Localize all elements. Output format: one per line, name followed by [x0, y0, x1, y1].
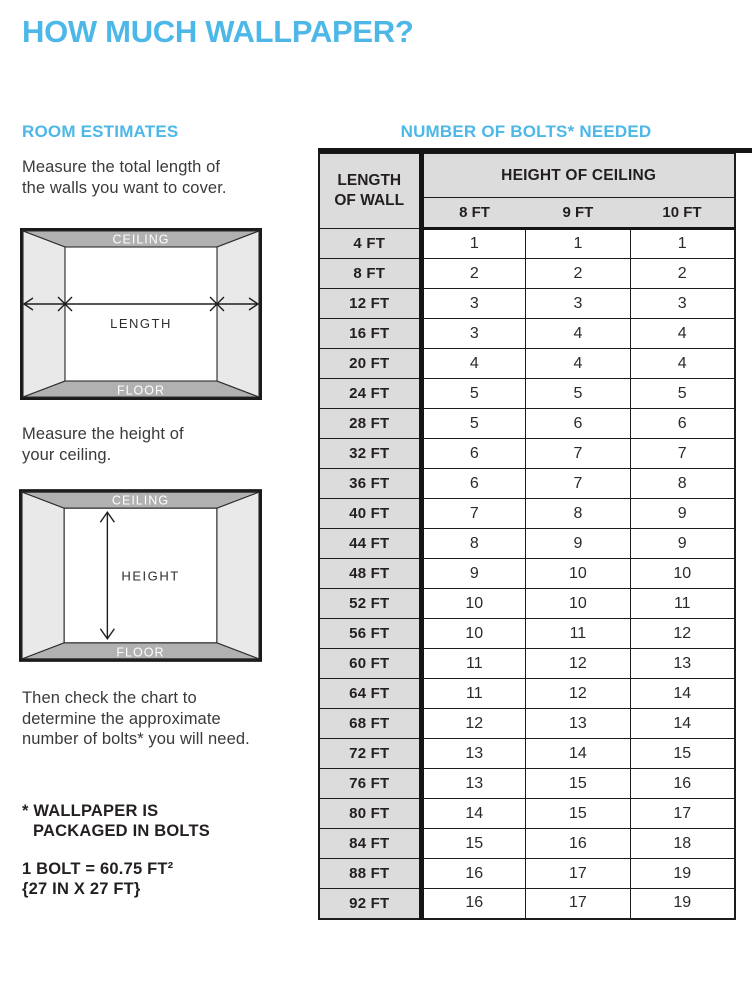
wall-length-cell: 36 FT — [319, 469, 421, 499]
bolts-9ft-cell: 11 — [526, 619, 631, 649]
page-title: HOW MUCH WALLPAPER? — [22, 14, 414, 49]
bolts-9ft-cell: 6 — [526, 409, 631, 439]
bolts-10ft-cell: 16 — [630, 769, 735, 799]
bolts-9ft-cell: 7 — [526, 469, 631, 499]
back-wall — [65, 247, 217, 381]
table-row — [319, 709, 735, 739]
table-row — [319, 559, 735, 589]
bolts-10ft-cell: 6 — [630, 409, 735, 439]
bolts-9ft-cell: 3 — [526, 289, 631, 319]
bolts-10ft-cell: 7 — [630, 439, 735, 469]
bolts-9ft-cell: 5 — [526, 379, 631, 409]
bolts-8ft-cell: 8 — [421, 529, 526, 559]
wall-length-cell: 64 FT — [319, 679, 421, 709]
left-wall — [22, 492, 64, 659]
table-row — [319, 469, 735, 499]
table-row — [319, 859, 735, 889]
bolts-10ft-cell: 9 — [630, 499, 735, 529]
bolts-8ft-cell: 13 — [421, 739, 526, 769]
bolts-10ft-cell: 18 — [630, 829, 735, 859]
bolts-9ft-cell: 12 — [526, 649, 631, 679]
wall-length-cell: 32 FT — [319, 439, 421, 469]
footnote-bolts: * WALLPAPER IS PACKAGED IN BOLTS — [22, 802, 210, 840]
instruction-measure-height: Measure the height of your ceiling. — [22, 425, 184, 464]
table-row — [319, 289, 735, 319]
bolts-10ft-cell: 2 — [630, 259, 735, 289]
wall-length-cell: 68 FT — [319, 709, 421, 739]
bolts-9ft-cell: 7 — [526, 439, 631, 469]
table-row — [319, 619, 735, 649]
wall-length-cell: 48 FT — [319, 559, 421, 589]
bolts-10ft-cell: 4 — [630, 319, 735, 349]
bolts-10ft-cell: 19 — [630, 889, 735, 919]
bolts-8ft-cell: 3 — [421, 289, 526, 319]
bolts-10ft-cell: 13 — [630, 649, 735, 679]
table-row — [319, 739, 735, 769]
bolts-9ft-cell: 4 — [526, 349, 631, 379]
bolts-8ft-cell: 2 — [421, 259, 526, 289]
bolts-10ft-cell: 11 — [630, 589, 735, 619]
wall-length-cell: 72 FT — [319, 739, 421, 769]
bolts-9ft-cell: 10 — [526, 559, 631, 589]
wall-length-cell: 16 FT — [319, 319, 421, 349]
table-row — [319, 409, 735, 439]
bolts-8ft-cell: 15 — [421, 829, 526, 859]
bolts-8ft-cell: 6 — [421, 439, 526, 469]
bolts-9ft-cell: 2 — [526, 259, 631, 289]
bolts-8ft-cell: 12 — [421, 709, 526, 739]
table-row — [319, 829, 735, 859]
right-wall — [217, 231, 259, 397]
left-wall — [23, 231, 65, 397]
instruction-measure-length: Measure the total length of the walls you want to cover. — [22, 158, 227, 197]
bolts-9ft-cell: 16 — [526, 829, 631, 859]
wall-length-cell: 12 FT — [319, 289, 421, 319]
length-label: LENGTH — [110, 316, 172, 331]
bolts-10ft-cell: 9 — [630, 529, 735, 559]
bolts-table — [318, 153, 736, 920]
room-length-diagram — [20, 228, 262, 400]
bolts-10ft-cell: 8 — [630, 469, 735, 499]
bolts-9ft-cell: 12 — [526, 679, 631, 709]
bolts-9ft-cell: 8 — [526, 499, 631, 529]
table-row — [319, 649, 735, 679]
wall-length-cell: 60 FT — [319, 649, 421, 679]
floor-label: FLOOR — [116, 645, 165, 660]
bolts-8ft-cell: 14 — [421, 799, 526, 829]
table-row — [319, 319, 735, 349]
bolts-needed-heading: NUMBER OF BOLTS* NEEDED — [400, 122, 652, 141]
table-row — [319, 889, 735, 919]
bolts-10ft-cell: 3 — [630, 289, 735, 319]
table-row — [319, 379, 735, 409]
room-height-diagram — [19, 489, 262, 662]
ceiling-label: CEILING — [112, 232, 170, 247]
bolts-10ft-cell: 1 — [630, 229, 735, 259]
bolts-9ft-cell: 17 — [526, 859, 631, 889]
bolts-8ft-cell: 4 — [421, 349, 526, 379]
bolts-8ft-cell: 16 — [421, 859, 526, 889]
bolts-10ft-cell: 17 — [630, 799, 735, 829]
bolts-10ft-cell: 14 — [630, 709, 735, 739]
bolts-8ft-cell: 10 — [421, 589, 526, 619]
ceiling-8ft-header: 8 FT — [421, 198, 526, 229]
wall-length-cell: 56 FT — [319, 619, 421, 649]
bolts-9ft-cell: 1 — [526, 229, 631, 259]
table-row — [319, 349, 735, 379]
ceiling-height-header: HEIGHT OF CEILING — [421, 154, 735, 198]
bolts-10ft-cell: 14 — [630, 679, 735, 709]
bolts-8ft-cell: 11 — [421, 649, 526, 679]
wall-length-cell: 80 FT — [319, 799, 421, 829]
wall-length-header: LENGTH OF WALL — [319, 154, 421, 229]
bolts-8ft-cell: 3 — [421, 319, 526, 349]
floor-label: FLOOR — [116, 383, 166, 398]
wall-length-cell: 52 FT — [319, 589, 421, 619]
ceiling-9ft-header: 9 FT — [526, 198, 631, 229]
bolts-10ft-cell: 4 — [630, 349, 735, 379]
bolts-9ft-cell: 17 — [526, 889, 631, 919]
table-row — [319, 799, 735, 829]
table-row — [319, 769, 735, 799]
bolts-8ft-cell: 7 — [421, 499, 526, 529]
wall-length-cell: 20 FT — [319, 349, 421, 379]
table-row — [319, 589, 735, 619]
bolts-8ft-cell: 5 — [421, 409, 526, 439]
bolt-size-note: 1 BOLT = 60.75 FT² {27 IN X 27 FT} — [22, 860, 174, 898]
wall-length-cell: 92 FT — [319, 889, 421, 919]
table-row — [319, 529, 735, 559]
bolts-9ft-cell: 15 — [526, 769, 631, 799]
ceiling-label: CEILING — [111, 493, 170, 508]
wall-length-cell: 28 FT — [319, 409, 421, 439]
bolts-10ft-cell: 19 — [630, 859, 735, 889]
bolts-9ft-cell: 13 — [526, 709, 631, 739]
table-row — [319, 679, 735, 709]
bolts-10ft-cell: 10 — [630, 559, 735, 589]
height-label: HEIGHT — [121, 568, 180, 584]
table-row — [319, 229, 735, 259]
bolts-8ft-cell: 13 — [421, 769, 526, 799]
instruction-check-chart: Then check the chart to determine the approximate number of bolts* you will need. — [22, 689, 250, 748]
wall-length-cell: 4 FT — [319, 229, 421, 259]
bolts-9ft-cell: 10 — [526, 589, 631, 619]
right-wall — [217, 492, 259, 659]
bolts-8ft-cell: 5 — [421, 379, 526, 409]
bolts-8ft-cell: 11 — [421, 679, 526, 709]
table-row — [319, 259, 735, 289]
bolts-10ft-cell: 12 — [630, 619, 735, 649]
wall-length-cell: 88 FT — [319, 859, 421, 889]
bolts-9ft-cell: 4 — [526, 319, 631, 349]
wall-length-cell: 44 FT — [319, 529, 421, 559]
wall-length-cell: 40 FT — [319, 499, 421, 529]
bolts-8ft-cell: 1 — [421, 229, 526, 259]
table-row — [319, 439, 735, 469]
table-header-row — [319, 154, 735, 198]
room-estimates-heading: ROOM ESTIMATES — [22, 122, 179, 141]
ceiling-10ft-header: 10 FT — [630, 198, 735, 229]
bolts-9ft-cell: 9 — [526, 529, 631, 559]
table-row — [319, 499, 735, 529]
bolts-8ft-cell: 10 — [421, 619, 526, 649]
bolts-8ft-cell: 16 — [421, 889, 526, 919]
wall-length-cell: 84 FT — [319, 829, 421, 859]
wall-length-cell: 24 FT — [319, 379, 421, 409]
wall-length-cell: 76 FT — [319, 769, 421, 799]
bolts-10ft-cell: 5 — [630, 379, 735, 409]
bolts-9ft-cell: 14 — [526, 739, 631, 769]
bolts-10ft-cell: 15 — [630, 739, 735, 769]
bolts-9ft-cell: 15 — [526, 799, 631, 829]
bolts-8ft-cell: 9 — [421, 559, 526, 589]
wall-length-cell: 8 FT — [319, 259, 421, 289]
bolts-8ft-cell: 6 — [421, 469, 526, 499]
